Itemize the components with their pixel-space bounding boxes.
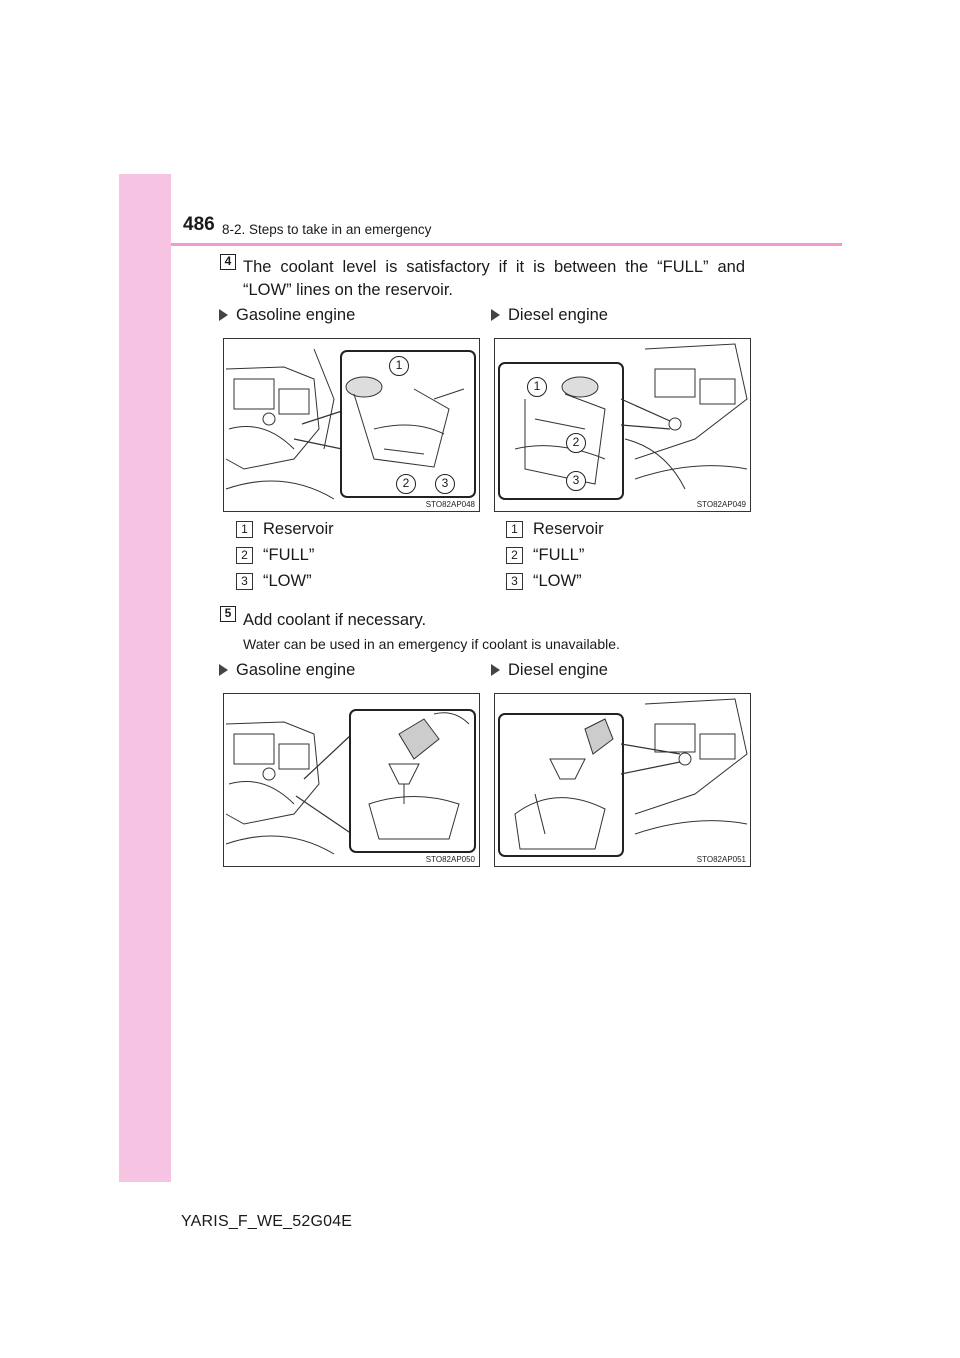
figure-label-gasoline-1: [219, 306, 355, 325]
callout-2: 2: [396, 474, 416, 494]
legend-item-full: [506, 546, 584, 565]
legend-number: 3: [236, 573, 253, 590]
figure-label-diesel-1: [491, 306, 608, 325]
legend-item-full: [236, 546, 314, 565]
legend-text: “LOW”: [263, 572, 312, 590]
step-4-text: The coolant level is satisfactory if it is between the “FULL” and “LOW” lines on the reservoir.: [243, 258, 745, 299]
page-number: 486: [183, 214, 215, 235]
triangle-bullet-icon: [219, 309, 228, 321]
step-number-5: 5: [220, 606, 236, 622]
figure-gasoline-reservoir: [223, 338, 480, 512]
callout-2: 2: [566, 433, 586, 453]
legend-item-reservoir: [506, 520, 604, 539]
triangle-bullet-icon: [491, 309, 500, 321]
figure-label-gasoline-2: [219, 661, 355, 680]
legend-number: 3: [506, 573, 523, 590]
callout-3: 3: [566, 471, 586, 491]
header-rule: [171, 243, 842, 246]
triangle-bullet-icon: [219, 664, 228, 676]
triangle-bullet-icon: [491, 664, 500, 676]
legend-number: 1: [236, 521, 253, 538]
legend-number: 1: [506, 521, 523, 538]
section-title: 8-2. Steps to take in an emergency: [222, 222, 432, 237]
legend-number: 2: [506, 547, 523, 564]
figure-label-text: Gasoline engine: [236, 306, 356, 324]
callout-1: 1: [389, 356, 409, 376]
engine-bay-illustration: [495, 339, 750, 511]
figure-code: STO82AP048: [425, 500, 475, 509]
figure-label-text: Diesel engine: [508, 306, 608, 324]
callout-1: 1: [527, 377, 547, 397]
legend-item-low: [236, 572, 312, 591]
step-5-note: Water can be used in an emergency if coolant is unavailable.: [243, 636, 620, 652]
figure-label-text: Diesel engine: [508, 661, 608, 679]
legend-text: “FULL”: [533, 546, 585, 564]
legend-text: Reservoir: [533, 520, 604, 538]
figure-label-diesel-2: [491, 661, 608, 680]
figure-diesel-add-coolant: [494, 693, 751, 867]
document-code: YARIS_F_WE_52G04E: [181, 1213, 353, 1230]
figure-diesel-reservoir: [494, 338, 751, 512]
figure-code: STO82AP050: [425, 855, 475, 864]
legend-text: “LOW”: [533, 572, 582, 590]
legend-number: 2: [236, 547, 253, 564]
step-5-text: Add coolant if necessary.: [243, 611, 427, 629]
engine-bay-illustration: [224, 694, 479, 866]
callout-3: 3: [435, 474, 455, 494]
legend-item-reservoir: [236, 520, 334, 539]
legend-text: Reservoir: [263, 520, 334, 538]
engine-bay-illustration: [495, 694, 750, 866]
legend-item-low: [506, 572, 582, 591]
figure-label-text: Gasoline engine: [236, 661, 356, 679]
step-number-4: 4: [220, 254, 236, 270]
figure-gasoline-add-coolant: [223, 693, 480, 867]
legend-text: “FULL”: [263, 546, 315, 564]
figure-code: STO82AP051: [696, 855, 746, 864]
figure-code: STO82AP049: [696, 500, 746, 509]
side-color-band: [119, 174, 171, 1182]
